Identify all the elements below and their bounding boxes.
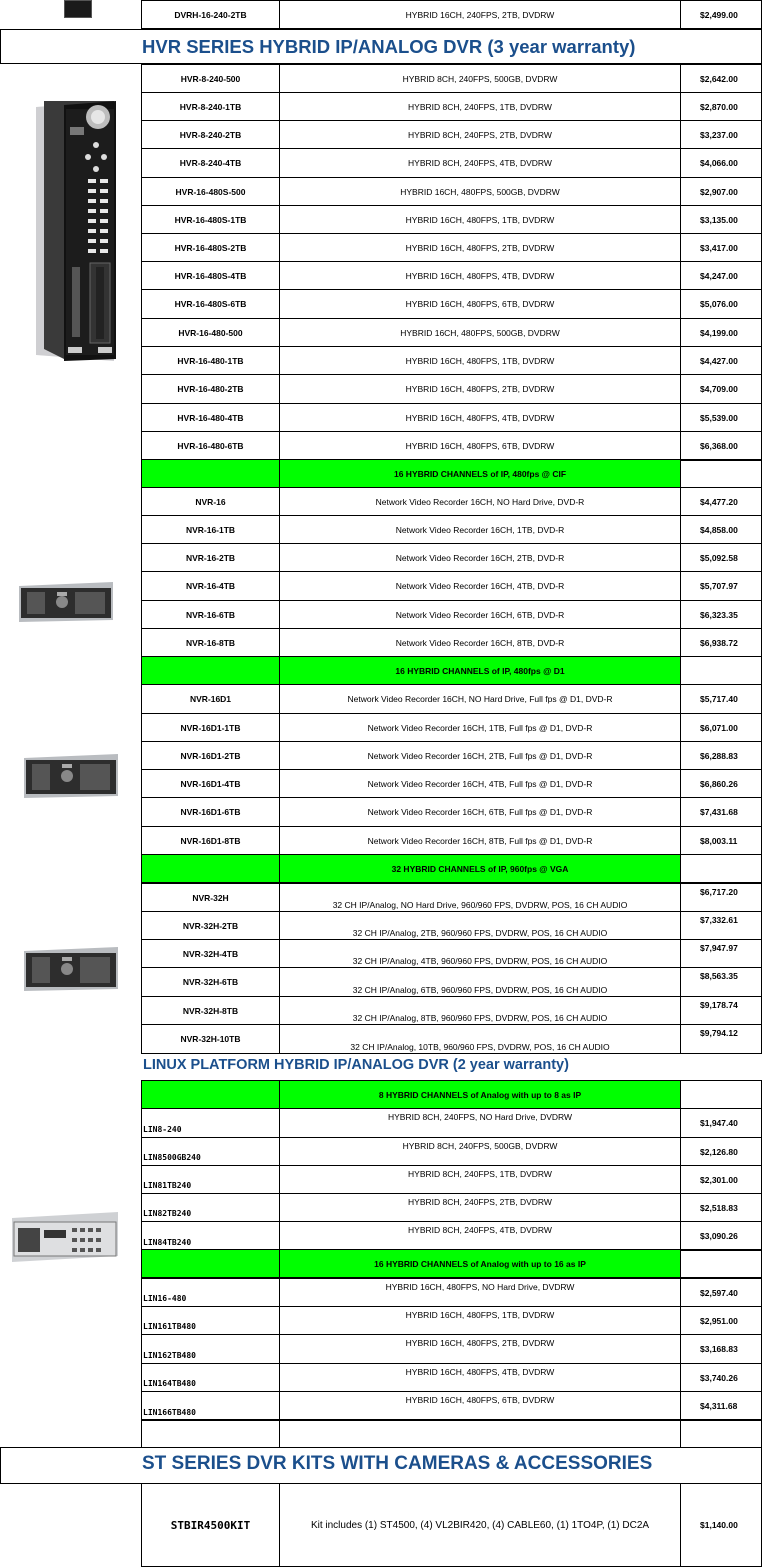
model-cell: HVR-16-480S-2TB — [141, 233, 280, 262]
model-cell: NVR-16-4TB — [141, 571, 280, 601]
price-cell: $4,311.68 — [680, 1391, 762, 1421]
price-cell: $8,003.11 — [680, 826, 762, 855]
model-cell: NVR-16-1TB — [141, 515, 280, 544]
model-cell: LIN84TB240 — [141, 1221, 280, 1251]
description-cell: HYBRID 8CH, 240FPS, 4TB, DVDRW — [279, 148, 681, 178]
description-cell: HYBRID 16CH, 480FPS, 500GB, DVDRW — [279, 177, 681, 206]
price-cell: $4,427.00 — [680, 346, 762, 375]
price-cell: $4,709.00 — [680, 374, 762, 404]
group-header: 8 HYBRID CHANNELS of Analog with up to 8 as IP — [279, 1080, 681, 1109]
description-cell: 32 CH IP/Analog, 2TB, 960/960 FPS, DVDRW, POS, 16 CH AUDIO — [279, 911, 681, 940]
model-cell: NVR-32H-4TB — [141, 939, 280, 968]
price-cell: $8,563.35 — [680, 967, 762, 997]
model-cell: HVR-16-480S-6TB — [141, 289, 280, 319]
description-cell: HYBRID 16CH, 480FPS, 4TB, DVDRW — [279, 261, 681, 290]
model-cell: NVR-32H-6TB — [141, 967, 280, 997]
group-header-empty — [680, 1080, 762, 1109]
price-cell: $2,518.83 — [680, 1193, 762, 1222]
model-cell: NVR-16-8TB — [141, 628, 280, 657]
model-cell: HVR-16-480S-1TB — [141, 205, 280, 234]
description-cell: Network Video Recorder 16CH, 4TB, Full fps @ D1, DVD-R — [279, 769, 681, 798]
model-cell: HVR-16-480-4TB — [141, 403, 280, 432]
description-cell: Network Video Recorder 16CH, 8TB, DVD-R — [279, 628, 681, 657]
description-cell: HYBRID 16CH, 480FPS, 6TB, DVDRW — [279, 431, 681, 461]
price-cell: $3,135.00 — [680, 205, 762, 234]
description-cell: HYBRID 16CH, 480FPS, 4TB, DVDRW — [279, 1363, 681, 1392]
model-cell: NVR-16 — [141, 487, 280, 516]
price-cell: $9,178.74 — [680, 996, 762, 1025]
description-cell: Kit includes (1) ST4500, (4) VL2BIR420, (4) CABLE60, (1) 1TO4P, (1) DC2A — [279, 1483, 681, 1567]
price-cell: $5,092.58 — [680, 543, 762, 572]
linux-section-title: LINUX PLATFORM HYBRID IP/ANALOG DVR (2 year warranty) — [143, 1057, 569, 1073]
rack-nvr16d1-image — [22, 752, 120, 800]
group-header-empty — [680, 1249, 762, 1278]
group-header-empty — [680, 656, 762, 685]
model-cell: NVR-16D1-6TB — [141, 797, 280, 827]
price-cell: $4,199.00 — [680, 318, 762, 347]
price-cell: $2,870.00 — [680, 92, 762, 121]
description-cell: Network Video Recorder 16CH, 4TB, DVD-R — [279, 571, 681, 601]
model-cell: NVR-16-6TB — [141, 600, 280, 629]
model-cell: NVR-16-2TB — [141, 543, 280, 572]
price-cell: $2,597.40 — [680, 1278, 762, 1307]
description-cell: HYBRID 16CH, 480FPS, 4TB, DVDRW — [279, 403, 681, 432]
description-cell: HYBRID 8CH, 240FPS, 500GB, DVDRW — [279, 1137, 681, 1166]
price-cell: $6,071.00 — [680, 713, 762, 742]
model-cell: DVRH-16-240-2TB — [141, 0, 280, 29]
model-cell: NVR-16D1-4TB — [141, 769, 280, 798]
group-header: 16 HYBRID CHANNELS of IP, 480fps @ D1 — [279, 656, 681, 685]
description-cell: HYBRID 8CH, 240FPS, NO Hard Drive, DVDRW — [279, 1108, 681, 1138]
model-cell: STBIR4500KIT — [141, 1483, 280, 1567]
model-cell: NVR-32H-8TB — [141, 996, 280, 1025]
description-cell: 32 CH IP/Analog, 10TB, 960/960 FPS, DVDRW, POS, 16 CH AUDIO — [279, 1024, 681, 1054]
description-cell: HYBRID 8CH, 240FPS, 4TB, DVDRW — [279, 1221, 681, 1251]
description-cell: HYBRID 16CH, 480FPS, 6TB, DVDRW — [279, 289, 681, 319]
description-cell: Network Video Recorder 16CH, 8TB, Full fps @ D1, DVD-R — [279, 826, 681, 855]
price-cell: $2,301.00 — [680, 1165, 762, 1194]
group-header-spacer — [141, 1080, 280, 1109]
description-cell: Network Video Recorder 16CH, 6TB, Full fps @ D1, DVD-R — [279, 797, 681, 827]
price-cell: $7,332.61 — [680, 911, 762, 940]
model-cell: HVR-16-480-2TB — [141, 374, 280, 404]
group-header-spacer — [141, 1249, 280, 1278]
price-cell: $7,947.97 — [680, 939, 762, 968]
price-cell: $5,539.00 — [680, 403, 762, 432]
model-cell: LIN82TB240 — [141, 1193, 280, 1222]
model-cell: LIN8-240 — [141, 1108, 280, 1138]
description-cell: HYBRID 16CH, 480FPS, 1TB, DVDRW — [279, 1306, 681, 1335]
model-cell: HVR-8-240-4TB — [141, 148, 280, 178]
empty-cell — [279, 1419, 681, 1448]
description-cell: 32 CH IP/Analog, 4TB, 960/960 FPS, DVDRW, POS, 16 CH AUDIO — [279, 939, 681, 968]
price-cell: $4,247.00 — [680, 261, 762, 290]
price-cell: $3,237.00 — [680, 120, 762, 149]
price-cell: $6,717.20 — [680, 883, 762, 912]
price-cell: $9,794.12 — [680, 1024, 762, 1054]
model-cell: LIN161TB480 — [141, 1306, 280, 1335]
model-cell: LIN16-480 — [141, 1278, 280, 1307]
model-cell: HVR-8-240-1TB — [141, 92, 280, 121]
description-cell: HYBRID 16CH, 480FPS, 1TB, DVDRW — [279, 346, 681, 375]
description-cell: HYBRID 8CH, 240FPS, 500GB, DVDRW — [279, 64, 681, 93]
model-cell: NVR-16D1 — [141, 684, 280, 714]
model-cell: NVR-16D1-2TB — [141, 741, 280, 770]
model-cell: NVR-16D1-1TB — [141, 713, 280, 742]
price-cell: $3,090.26 — [680, 1221, 762, 1251]
rack-nvr16-image — [17, 580, 115, 624]
price-cell: $3,740.26 — [680, 1363, 762, 1392]
price-cell: $5,707.97 — [680, 571, 762, 601]
hvr-section-title: HVR SERIES HYBRID IP/ANALOG DVR (3 year warranty) — [142, 36, 636, 57]
description-cell: Network Video Recorder 16CH, NO Hard Drive, Full fps @ D1, DVD-R — [279, 684, 681, 714]
group-header-empty — [680, 459, 762, 488]
description-cell: Network Video Recorder 16CH, 6TB, DVD-R — [279, 600, 681, 629]
price-cell: $3,417.00 — [680, 233, 762, 262]
group-header-spacer — [141, 854, 280, 883]
group-header-spacer — [141, 459, 280, 488]
price-cell: $5,717.40 — [680, 684, 762, 714]
description-cell: Network Video Recorder 16CH, 1TB, Full fps @ D1, DVD-R — [279, 713, 681, 742]
model-cell: LIN164TB480 — [141, 1363, 280, 1392]
description-cell: Network Video Recorder 16CH, 1TB, DVD-R — [279, 515, 681, 544]
price-cell: $2,642.00 — [680, 64, 762, 93]
price-cell: $6,288.83 — [680, 741, 762, 770]
price-cell: $2,126.80 — [680, 1137, 762, 1166]
model-cell: LIN81TB240 — [141, 1165, 280, 1194]
description-cell: HYBRID 16CH, 480FPS, 6TB, DVDRW — [279, 1391, 681, 1421]
model-cell: NVR-32H-2TB — [141, 911, 280, 940]
description-cell: HYBRID 16CH, 480FPS, 2TB, DVDRW — [279, 1334, 681, 1364]
price-cell: $2,907.00 — [680, 177, 762, 206]
description-cell: Network Video Recorder 16CH, 2TB, DVD-R — [279, 543, 681, 572]
description-cell: Network Video Recorder 16CH, 2TB, Full fps @ D1, DVD-R — [279, 741, 681, 770]
price-cell: $6,860.26 — [680, 769, 762, 798]
model-cell: HVR-16-480-6TB — [141, 431, 280, 461]
model-cell: HVR-16-480S-4TB — [141, 261, 280, 290]
model-cell: LIN166TB480 — [141, 1391, 280, 1421]
description-cell: HYBRID 8CH, 240FPS, 2TB, DVDRW — [279, 120, 681, 149]
price-cell: $5,076.00 — [680, 289, 762, 319]
price-cell: $1,140.00 — [680, 1483, 762, 1567]
price-cell: $4,477.20 — [680, 487, 762, 516]
group-header: 16 HYBRID CHANNELS of IP, 480fps @ CIF — [279, 459, 681, 488]
price-cell: $7,431.68 — [680, 797, 762, 827]
empty-cell — [680, 1419, 762, 1448]
description-cell: HYBRID 16CH, 480FPS, NO Hard Drive, DVDRW — [279, 1278, 681, 1307]
price-cell: $3,168.83 — [680, 1334, 762, 1364]
description-cell: HYBRID 16CH, 480FPS, 2TB, DVDRW — [279, 233, 681, 262]
price-cell: $2,499.00 — [680, 0, 762, 29]
dvr-thumbnail-top — [64, 0, 92, 18]
description-cell: HYBRID 16CH, 480FPS, 1TB, DVDRW — [279, 205, 681, 234]
group-header: 32 HYBRID CHANNELS of IP, 960fps @ VGA — [279, 854, 681, 883]
model-cell: HVR-8-240-500 — [141, 64, 280, 93]
description-cell: HYBRID 16CH, 240FPS, 2TB, DVDRW — [279, 0, 681, 29]
st-section-title: ST SERIES DVR KITS WITH CAMERAS & ACCESSORIES — [142, 1453, 653, 1474]
description-cell: HYBRID 16CH, 480FPS, 500GB, DVDRW — [279, 318, 681, 347]
empty-cell — [141, 1419, 280, 1448]
description-cell: HYBRID 8CH, 240FPS, 1TB, DVDRW — [279, 92, 681, 121]
linux-dvr-image — [10, 1208, 120, 1264]
description-cell: HYBRID 8CH, 240FPS, 1TB, DVDRW — [279, 1165, 681, 1194]
group-header: 16 HYBRID CHANNELS of Analog with up to 16 as IP — [279, 1249, 681, 1278]
description-cell: HYBRID 16CH, 480FPS, 2TB, DVDRW — [279, 374, 681, 404]
group-header-spacer — [141, 656, 280, 685]
description-cell: Network Video Recorder 16CH, NO Hard Drive, DVD-R — [279, 487, 681, 516]
price-cell: $4,858.00 — [680, 515, 762, 544]
tower-dvr-image — [30, 97, 122, 365]
price-cell: $2,951.00 — [680, 1306, 762, 1335]
price-cell: $1,947.40 — [680, 1108, 762, 1138]
model-cell: HVR-16-480S-500 — [141, 177, 280, 206]
model-cell: NVR-16D1-8TB — [141, 826, 280, 855]
price-cell: $4,066.00 — [680, 148, 762, 178]
rack-nvr32-image — [22, 945, 120, 993]
description-cell: HYBRID 8CH, 240FPS, 2TB, DVDRW — [279, 1193, 681, 1222]
description-cell: 32 CH IP/Analog, NO Hard Drive, 960/960 FPS, DVDRW, POS, 16 CH AUDIO — [279, 883, 681, 912]
price-cell: $6,368.00 — [680, 431, 762, 461]
model-cell: HVR-16-480-500 — [141, 318, 280, 347]
model-cell: LIN8500GB240 — [141, 1137, 280, 1166]
price-cell: $6,323.35 — [680, 600, 762, 629]
description-cell: 32 CH IP/Analog, 8TB, 960/960 FPS, DVDRW, POS, 16 CH AUDIO — [279, 996, 681, 1025]
group-header-empty — [680, 854, 762, 883]
model-cell: NVR-32H-10TB — [141, 1024, 280, 1054]
model-cell: NVR-32H — [141, 883, 280, 912]
model-cell: HVR-16-480-1TB — [141, 346, 280, 375]
model-cell: LIN162TB480 — [141, 1334, 280, 1364]
price-cell: $6,938.72 — [680, 628, 762, 657]
model-cell: HVR-8-240-2TB — [141, 120, 280, 149]
description-cell: 32 CH IP/Analog, 6TB, 960/960 FPS, DVDRW, POS, 16 CH AUDIO — [279, 967, 681, 997]
